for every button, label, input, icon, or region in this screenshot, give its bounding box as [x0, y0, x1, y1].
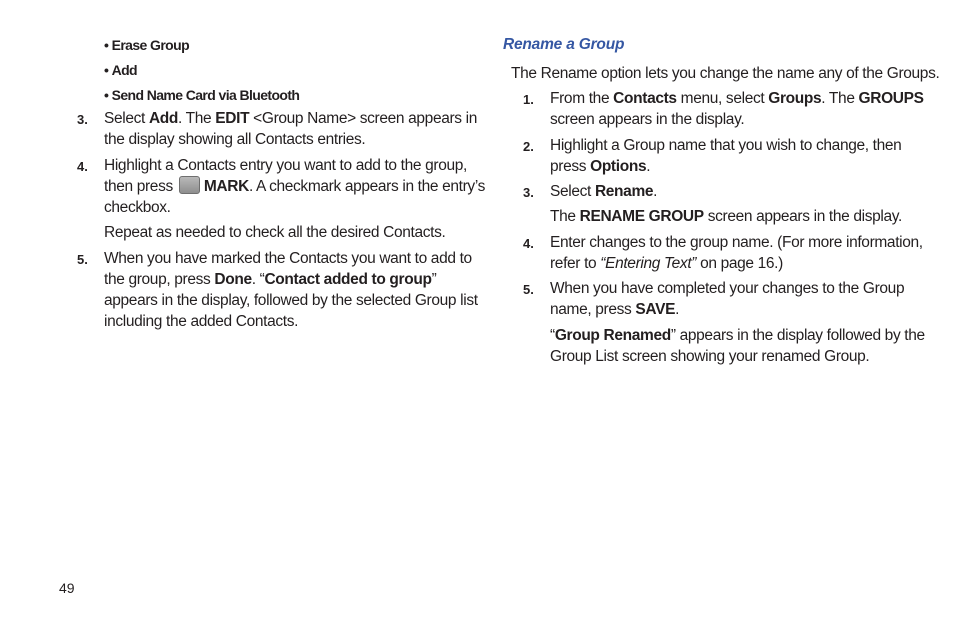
step-text: Highlight a Contacts entry you want to add to the group, — [104, 157, 467, 174]
step-number: 4. — [77, 159, 88, 174]
step-text: screen appears in the display. — [550, 111, 745, 128]
step-text: press Options. — [550, 158, 651, 175]
step-note: Repeat as needed to check all the desired Contacts. — [104, 224, 446, 241]
cross-reference-link[interactable]: “Entering Text” — [600, 255, 697, 272]
bullet-item: • Send Name Card via Bluetooth — [104, 87, 300, 103]
menu-key-icon — [179, 176, 200, 194]
step-text: Select Add. The EDIT <Group Name> screen appears in — [104, 110, 478, 127]
step-text: Enter changes to the group name. (For more information, — [550, 234, 923, 251]
step-text: Highlight a Group name that you wish to change, then — [550, 137, 902, 154]
step-text: Select Rename. — [550, 183, 658, 200]
page-number: 49 — [59, 580, 75, 596]
section-heading: Rename a Group — [503, 36, 625, 53]
step-note: “Group Renamed” appears in the display followed by the — [550, 327, 925, 344]
bullet-item: • Add — [104, 62, 138, 78]
step-number: 3. — [77, 112, 88, 127]
step-text: the display showing all Contacts entries. — [104, 131, 366, 148]
step-text: including the added Contacts. — [104, 313, 299, 330]
step-number: 5. — [523, 282, 534, 297]
bullet-item: • Erase Group — [104, 37, 190, 53]
step-note: The RENAME GROUP screen appears in the display. — [550, 208, 902, 225]
step-text: refer to “Entering Text” on page 16.) — [550, 255, 783, 272]
step-text: then press MARK. A checkmark appears in the entry’s — [104, 178, 486, 195]
step-text: When you have marked the Contacts you want to add to — [104, 250, 472, 267]
step-note: Group List screen showing your renamed Group. — [550, 348, 870, 365]
step-number: 1. — [523, 92, 534, 107]
step-number: 4. — [523, 236, 534, 251]
step-number: 3. — [523, 185, 534, 200]
step-text: From the Contacts menu, select Groups. The GROUPS — [550, 90, 924, 107]
step-text: checkbox. — [104, 199, 171, 216]
step-text: name, press SAVE. — [550, 301, 680, 318]
step-text: the group, press Done. “Contact added to group” — [104, 271, 437, 288]
intro-text: The Rename option lets you change the name any of the Groups. — [511, 65, 940, 82]
step-number: 2. — [523, 139, 534, 154]
step-number: 5. — [77, 252, 88, 267]
step-text: appears in the display, followed by the selected Group list — [104, 292, 478, 309]
step-text: When you have completed your changes to the Group — [550, 280, 905, 297]
